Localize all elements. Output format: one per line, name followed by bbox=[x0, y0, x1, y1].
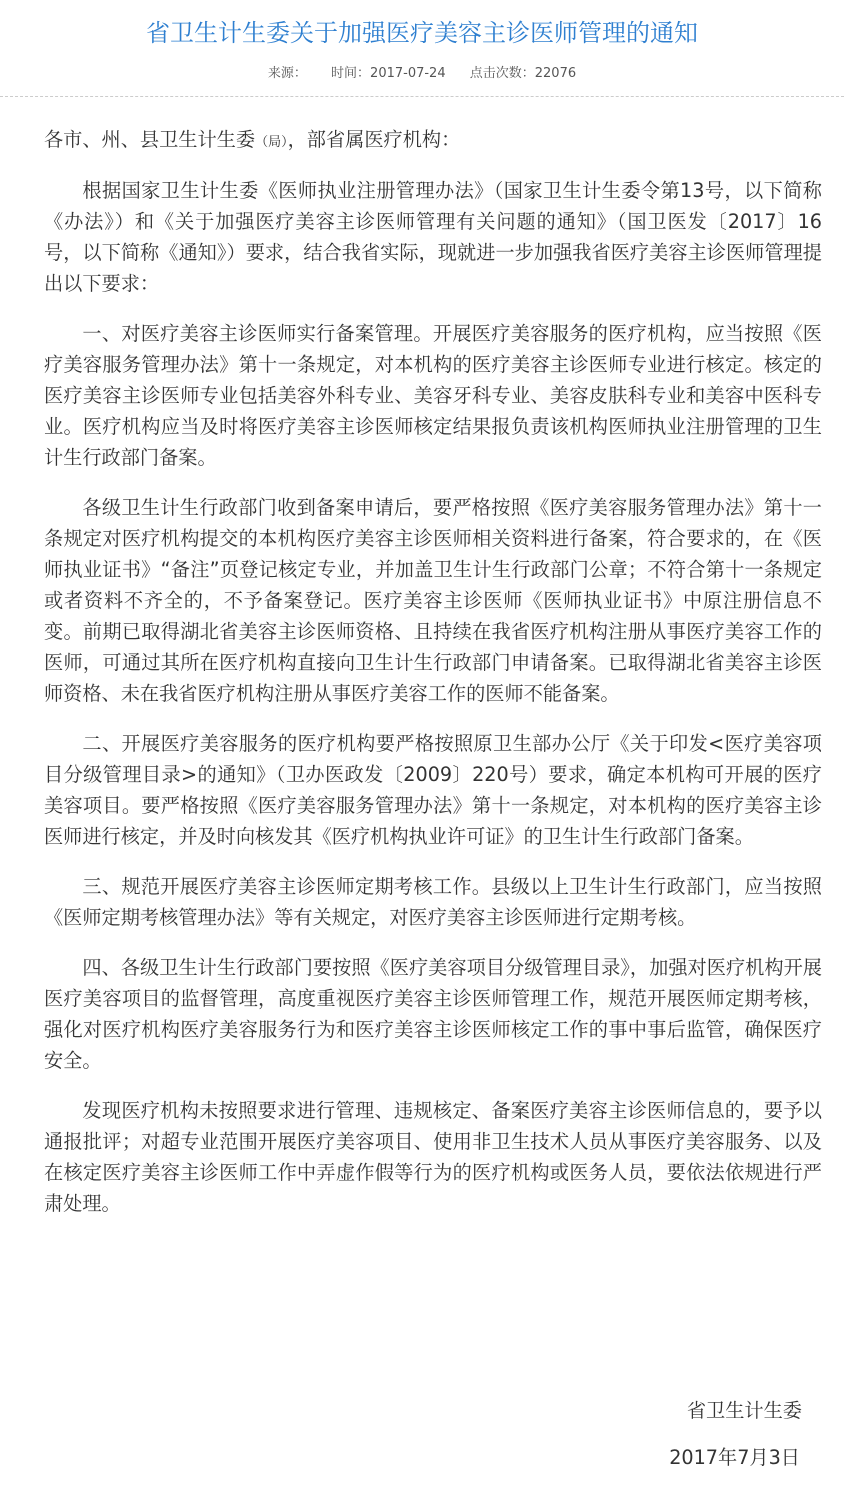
paragraph-item-1-detail: 各级卫生计生行政部门收到备案申请后，要严格按照《医疗美容服务管理办法》第十一条规定对医疗机构提交的本机构医疗美容主诊医师相关资料进行备案，符合要求的，在《医师执业证书》“备注”页登记核定专业，并加盖卫生计生行政部门公章；不符合第十一条规定或者资料不齐全的，不予备案登记。医疗美容主诊医师《医师执业证书》中原注册信息不变。前期已取得湖北省美容主诊医师资格、且持续在我省医疗机构注册从事医疗美容工作的医师，可通过其所在医疗机构直接向卫生计生行政部门申请备案。已取得湖北省美容主诊医师资格、未在我省医疗机构注册从事医疗美容工作的医师不能备案。 bbox=[44, 496, 822, 705]
meta-time: 时间：2017-07-24 bbox=[331, 66, 446, 81]
article-meta bbox=[0, 64, 844, 84]
page-title: 省卫生计生委关于加强医疗美容主诊医师管理的通知 bbox=[146, 19, 698, 47]
paragraph-item-4: 四、各级卫生计生行政部门要按照《医疗美容项目分级管理目录》，加强对医疗机构开展医疗美容项目的监督管理，高度重视医疗美容主诊医师管理工作，规范开展医师定期考核，强化对医疗机构医疗美容服务行为和医疗美容主诊医师核定工作的事中事后监管，确保医疗安全。 bbox=[44, 956, 822, 1072]
issue-date: 2017年7月3日 bbox=[669, 1446, 800, 1469]
paragraph-penalty: 发现医疗机构未按照要求进行管理、违规核定、备案医疗美容主诊医师信息的，要予以通报批评；对超专业范围开展医疗美容项目、使用非卫生技术人员从事医疗美容服务、以及在核定医疗美容主诊医师工作中弄虚作假等行为的医疗机构或医务人员，要依法依规进行严肃处理。 bbox=[44, 1099, 822, 1215]
article-body bbox=[44, 124, 822, 1238]
paragraph-item-3: 三、规范开展医疗美容主诊医师定期考核工作。县级以上卫生计生行政部门，应当按照《医师定期考核管理办法》等有关规定，对医疗美容主诊医师进行定期考核。 bbox=[44, 875, 822, 929]
salutation-suffix: ，部省属医疗机构： bbox=[287, 128, 461, 151]
meta-divider bbox=[0, 96, 844, 97]
salutation-prefix: 各市、州、县卫生计生委 bbox=[44, 128, 256, 151]
paragraph-intro: 根据国家卫生计生委《医师执业注册管理办法》（国家卫生计生委令第13号，以下简称《办法》）和《关于加强医疗美容主诊医师管理有关问题的通知》（国卫医发〔2017〕16号，以下简称《通知》）要求，结合我省实际，现就进一步加强我省医疗美容主诊医师管理提出以下要求： bbox=[44, 179, 822, 295]
signature: 省卫生计生委 bbox=[686, 1399, 802, 1422]
meta-clicks: 点击次数：22076 bbox=[469, 66, 577, 81]
meta-source: 来源： bbox=[267, 66, 307, 81]
paragraph-item-1: 一、对医疗美容主诊医师实行备案管理。开展医疗美容服务的医疗机构，应当按照《医疗美容服务管理办法》第十一条规定，对本机构的医疗美容主诊医师专业进行核定。核定的医疗美容主诊医师专业包括美容外科专业、美容牙科专业、美容皮肤科专业和美容中医科专业。医疗机构应当及时将医疗美容主诊医师核定结果报负责该机构医师执业注册管理的卫生计生行政部门备案。 bbox=[44, 322, 822, 469]
salutation bbox=[44, 124, 822, 158]
paragraph-item-2: 二、开展医疗美容服务的医疗机构要严格按照原卫生部办公厅《关于印发<医疗美容项目分级管理目录>的通知》（卫办医政发〔2009〕220号）要求，确定本机构可开展的医疗美容项目。要严格按照《医疗美容服务管理办法》第十一条规定，对本机构的医疗美容主诊医师进行核定，并及时向核发其《医疗机构执业许可证》的卫生计生行政部门备案。 bbox=[44, 732, 822, 848]
salutation-paren: （局） bbox=[255, 135, 288, 150]
